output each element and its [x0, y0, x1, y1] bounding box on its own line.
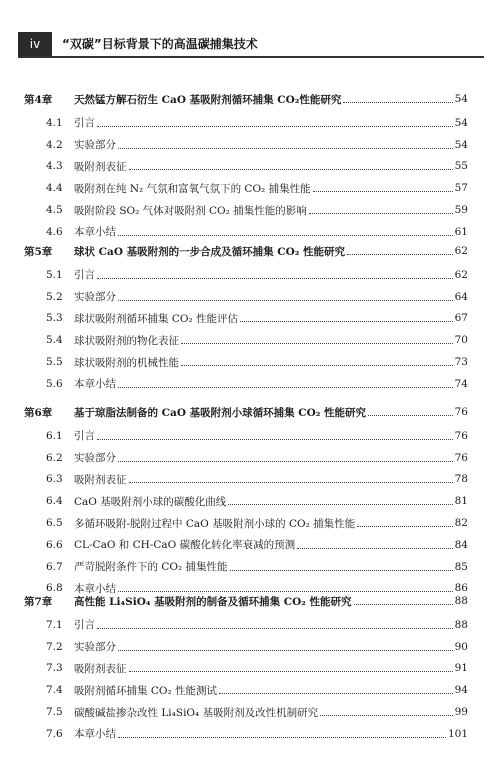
page-number: 86 — [454, 582, 468, 595]
section-number: 6.8 — [46, 582, 63, 595]
toc-section-entry[interactable] — [0, 558, 500, 576]
toc-chapter-entry[interactable] — [0, 242, 500, 260]
page-number: 91 — [454, 662, 468, 675]
dot-leader — [230, 569, 453, 571]
page-number: 70 — [454, 334, 468, 347]
toc-section-entry[interactable] — [0, 703, 500, 721]
page-number: 78 — [454, 473, 468, 486]
section-title: 实验部分 — [74, 139, 116, 152]
dot-leader — [313, 190, 453, 192]
dot-leader — [320, 714, 453, 716]
page-number: 101 — [447, 727, 468, 740]
section-title: 本章小结 — [74, 378, 116, 391]
toc-section-entry[interactable] — [0, 331, 500, 349]
toc-section-entry[interactable] — [0, 179, 500, 197]
dot-leader — [118, 736, 446, 738]
section-title: 实验部分 — [74, 641, 116, 654]
toc-section-entry[interactable] — [0, 427, 500, 445]
section-title: 吸附剂表征 — [74, 160, 127, 173]
dot-leader — [118, 299, 453, 301]
chapter-title: 高性能 Li₄SiO₄ 基吸附剂的制备及循环捕集 CO₂ 性能研究 — [74, 595, 352, 608]
toc-section-entry[interactable] — [0, 638, 500, 656]
toc-chapter-entry[interactable] — [0, 592, 500, 610]
page-number: 55 — [454, 160, 468, 173]
section-number: 5.6 — [46, 377, 63, 390]
toc-section-entry[interactable] — [0, 470, 500, 488]
toc-section-entry[interactable] — [0, 514, 500, 532]
toc-section-entry[interactable] — [0, 616, 500, 634]
section-number: 4.2 — [46, 138, 63, 151]
book-title: “双碳”目标背景下的高温碳捕集技术 — [62, 37, 258, 51]
dot-leader — [228, 503, 452, 505]
page-number: 90 — [454, 640, 468, 653]
page-number: 54 — [454, 93, 468, 105]
dot-leader — [97, 627, 453, 629]
page-number: 67 — [454, 312, 468, 325]
section-number: 4.1 — [46, 116, 63, 129]
section-number: 7.5 — [46, 706, 63, 718]
dot-leader — [368, 414, 453, 416]
dot-leader — [181, 342, 453, 344]
section-number: 4.6 — [46, 225, 63, 238]
dot-leader — [129, 670, 453, 672]
dot-leader — [240, 320, 453, 322]
section-title: 吸附剂表征 — [74, 473, 127, 486]
page-number: 64 — [454, 290, 468, 303]
page-number: 82 — [454, 517, 468, 529]
section-title: 引言 — [74, 619, 95, 632]
section-title: 球状吸附剂循环捕集 CO₂ 性能评估 — [74, 312, 239, 325]
dot-leader — [181, 364, 453, 366]
section-number: 5.2 — [46, 290, 63, 303]
section-title: CaO 基吸附剂小球的碳酸化曲线 — [74, 495, 227, 508]
dot-leader — [129, 481, 453, 483]
dot-leader — [309, 212, 453, 214]
chapter-number: 第5章 — [24, 245, 53, 258]
section-title: 本章小结 — [74, 582, 116, 595]
section-title: 严苛脱附条件下的 CO₂ 捕集性能 — [74, 561, 228, 574]
dot-leader — [118, 147, 453, 149]
section-number: 4.4 — [46, 182, 63, 195]
toc-section-entry[interactable] — [0, 157, 500, 175]
page-number: 88 — [454, 618, 468, 631]
toc-section-entry[interactable] — [0, 681, 500, 699]
toc-section-entry[interactable] — [0, 449, 500, 467]
section-title: 多循环吸附-脱附过程中 CaO 基吸附剂小球的 CO₂ 捕集性能 — [74, 517, 356, 530]
toc-section-entry[interactable] — [0, 309, 500, 327]
section-number: 7.6 — [46, 727, 63, 740]
toc-section-entry[interactable] — [0, 266, 500, 284]
section-number: 5.1 — [46, 268, 63, 281]
page-number: 76 — [454, 451, 468, 464]
page-number: 76 — [454, 406, 468, 418]
toc-section-entry[interactable] — [0, 114, 500, 132]
running-header — [18, 32, 484, 56]
page-number: 84 — [454, 538, 468, 551]
section-number: 6.7 — [46, 560, 63, 573]
chapter-number: 第6章 — [24, 406, 53, 419]
dot-leader — [97, 277, 453, 279]
header-divider — [18, 56, 484, 58]
section-title: 引言 — [74, 269, 95, 282]
section-number: 6.3 — [46, 473, 63, 486]
page-number: 59 — [454, 204, 468, 216]
page-number-badge: iv — [18, 32, 52, 56]
toc-chapter-entry[interactable] — [0, 90, 500, 108]
page-number: 54 — [454, 116, 468, 129]
section-number: 5.3 — [46, 312, 63, 325]
section-title: 球状吸附剂的物化表征 — [74, 334, 179, 347]
chapter-number: 第4章 — [24, 93, 53, 106]
toc-section-entry[interactable] — [0, 492, 500, 510]
chapter-title: 基于琼脂法制备的 CaO 基吸附剂小球循环捕集 CO₂ 性能研究 — [74, 406, 367, 419]
page-number: 74 — [454, 377, 468, 390]
dot-leader — [347, 253, 453, 255]
section-title: 吸附剂在纯 N₂ 气氛和富氧气氛下的 CO₂ 捕集性能 — [74, 182, 311, 195]
section-title: 本章小结 — [74, 226, 116, 239]
page-number: 88 — [454, 595, 468, 607]
toc-section-entry[interactable] — [0, 725, 500, 743]
dot-leader — [118, 460, 453, 462]
dot-leader — [118, 649, 453, 651]
dot-leader — [219, 692, 453, 694]
section-number: 5.5 — [46, 356, 63, 368]
dot-leader — [97, 125, 453, 127]
section-title: 引言 — [74, 430, 95, 443]
chapter-title: 球状 CaO 基吸附剂的一步合成及循环捕集 CO₂ 性能研究 — [74, 245, 346, 258]
section-number: 6.2 — [46, 451, 63, 464]
page-number: 81 — [454, 495, 468, 508]
dot-leader — [343, 101, 452, 103]
toc-section-entry[interactable] — [0, 659, 500, 677]
section-title: 引言 — [74, 117, 95, 130]
section-number: 6.1 — [46, 429, 63, 442]
section-title: 本章小结 — [74, 728, 116, 741]
toc-section-entry[interactable] — [0, 536, 500, 554]
section-number: 6.4 — [46, 495, 63, 508]
section-title: 吸附剂循环捕集 CO₂ 性能测试 — [74, 684, 218, 697]
dot-leader — [357, 525, 452, 527]
dot-leader — [297, 547, 453, 549]
page-number: 54 — [454, 138, 468, 151]
section-number: 7.2 — [46, 640, 63, 653]
section-title: 吸附剂表征 — [74, 662, 127, 675]
section-title: 实验部分 — [74, 452, 116, 465]
section-title: CL-CaO 和 CH-CaO 碳酸化转化率衰减的预测 — [74, 539, 296, 552]
toc-chapter-entry[interactable] — [0, 403, 500, 421]
page-number: 73 — [454, 356, 468, 368]
toc-section-entry[interactable] — [0, 353, 500, 371]
section-number: 7.4 — [46, 684, 63, 697]
section-title: 实验部分 — [74, 291, 116, 304]
page-number: 62 — [454, 245, 468, 257]
dot-leader — [118, 234, 453, 236]
section-number: 7.3 — [46, 662, 63, 675]
page-number: 99 — [454, 706, 468, 718]
page-number: 62 — [454, 268, 468, 281]
dot-leader — [354, 603, 453, 605]
section-number: 4.5 — [46, 204, 63, 216]
section-title: 吸附阶段 SO₂ 气体对吸附剂 CO₂ 捕集性能的影响 — [74, 204, 307, 217]
section-number: 5.4 — [46, 334, 63, 347]
chapter-title: 天然锰方解石衍生 CaO 基吸附剂循环捕集 CO₂性能研究 — [74, 93, 342, 106]
section-number: 6.6 — [46, 538, 63, 551]
chapter-number: 第7章 — [24, 595, 53, 608]
page-number: 61 — [454, 225, 468, 238]
page-number: 76 — [454, 429, 468, 442]
section-title: 碳酸碱盐掺杂改性 Li₄SiO₄ 基吸附剂及改性机制研究 — [74, 706, 319, 719]
section-number: 7.1 — [46, 618, 63, 631]
dot-leader — [129, 168, 453, 170]
section-number: 4.3 — [46, 160, 63, 173]
toc-section-entry[interactable] — [0, 136, 500, 154]
dot-leader — [97, 438, 453, 440]
toc-section-entry[interactable] — [0, 223, 500, 241]
section-title: 球状吸附剂的机械性能 — [74, 356, 179, 369]
page-number: 57 — [454, 182, 468, 195]
section-number: 6.5 — [46, 517, 63, 529]
page-number: 94 — [454, 684, 468, 697]
toc-section-entry[interactable] — [0, 375, 500, 393]
toc-section-entry[interactable] — [0, 288, 500, 306]
page-number: 85 — [454, 560, 468, 573]
dot-leader — [118, 386, 453, 388]
toc-section-entry[interactable] — [0, 201, 500, 219]
